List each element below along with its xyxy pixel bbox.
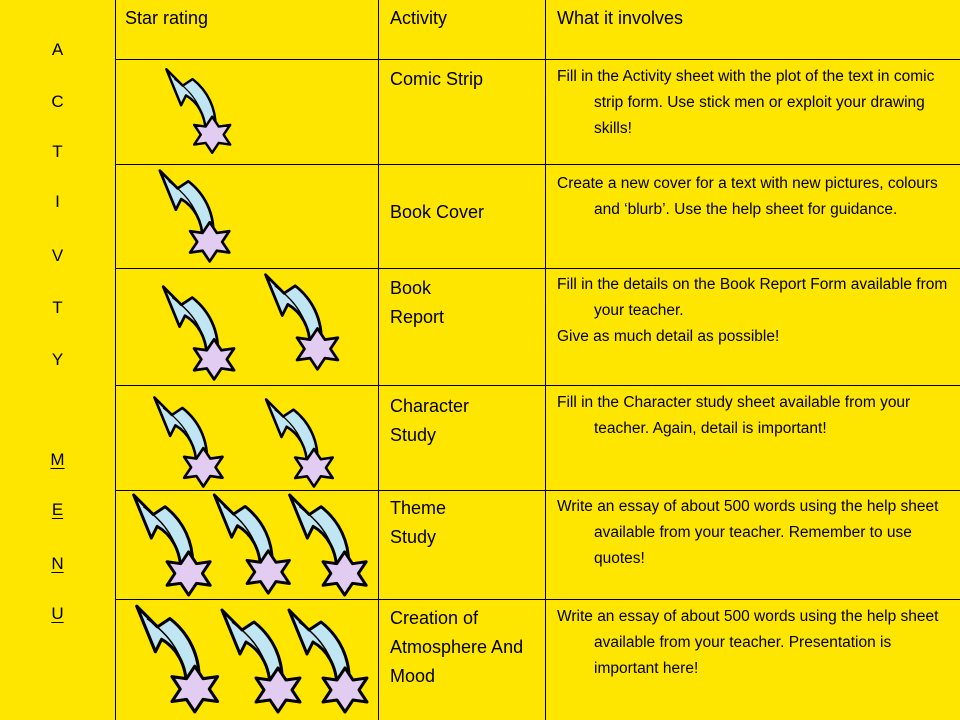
- star-rating-cell: [116, 165, 378, 268]
- sidebar-letter: U: [51, 604, 64, 623]
- activity-description: Fill in the details on the Book Report Form available from your teacher. Give as much detail as possible!: [557, 276, 948, 345]
- table-border: [545, 0, 546, 720]
- sidebar-letter: M: [50, 450, 65, 469]
- activity-description: Write an essay of about 500 words using the help sheet available from your teacher. Presentation is important here!: [557, 608, 939, 677]
- shooting-star-icon: [150, 167, 232, 265]
- shooting-star-icon: [154, 283, 236, 383]
- sidebar-letter: C: [51, 92, 64, 111]
- activity-menu-sidebar: [0, 0, 115, 720]
- activity-description: Create a new cover for a text with new pictures, colours and ‘blurb’. Use the help sheet for guidance.: [557, 175, 938, 218]
- sidebar-letter: V: [51, 246, 64, 265]
- header-activity: Activity: [390, 8, 448, 28]
- shooting-star-icon: [124, 602, 222, 716]
- star-rating-cell: [116, 600, 378, 720]
- shooting-star-icon: [256, 396, 336, 490]
- sidebar-letter: E: [51, 500, 64, 519]
- activity-name: Comic Strip: [390, 69, 484, 89]
- sidebar-letter: I: [55, 192, 60, 211]
- sidebar-letter: A: [51, 40, 64, 59]
- activity-description: Fill in the Activity sheet with the plot of the text in comic strip form. Use stick men or exploit your drawing skills!: [557, 68, 935, 137]
- activity-name: Book Cover: [390, 202, 485, 222]
- activity-name: Book Report: [390, 278, 445, 327]
- shooting-star-icon: [274, 491, 374, 599]
- shooting-star-icon: [256, 271, 340, 373]
- header-star-rating: Star rating: [125, 8, 209, 28]
- activity-name: Creation of Atmosphere And Mood: [390, 608, 524, 686]
- shooting-star-icon: [144, 394, 226, 490]
- activity-description: Fill in the Character study sheet available from your teacher. Again, detail is important!: [557, 394, 911, 437]
- activity-description: Write an essay of about 500 words using the help sheet available from your teacher. Remember to use quotes!: [557, 498, 939, 567]
- star-rating-cell: [116, 60, 378, 164]
- sidebar-letter: Y: [51, 350, 64, 369]
- activity-name: Character Study: [390, 396, 470, 445]
- shooting-star-icon: [158, 66, 232, 156]
- shooting-star-icon: [276, 606, 372, 716]
- star-rating-cell: [116, 269, 378, 385]
- star-rating-cell: [116, 491, 378, 599]
- sidebar-letter: N: [51, 554, 64, 573]
- table-border: [378, 0, 379, 720]
- activity-name: Theme Study: [390, 498, 447, 547]
- header-what-it-involves: What it involves: [557, 8, 684, 28]
- sidebar-letter: T: [52, 298, 63, 317]
- sidebar-letter: T: [52, 142, 63, 161]
- star-rating-cell: [116, 386, 378, 490]
